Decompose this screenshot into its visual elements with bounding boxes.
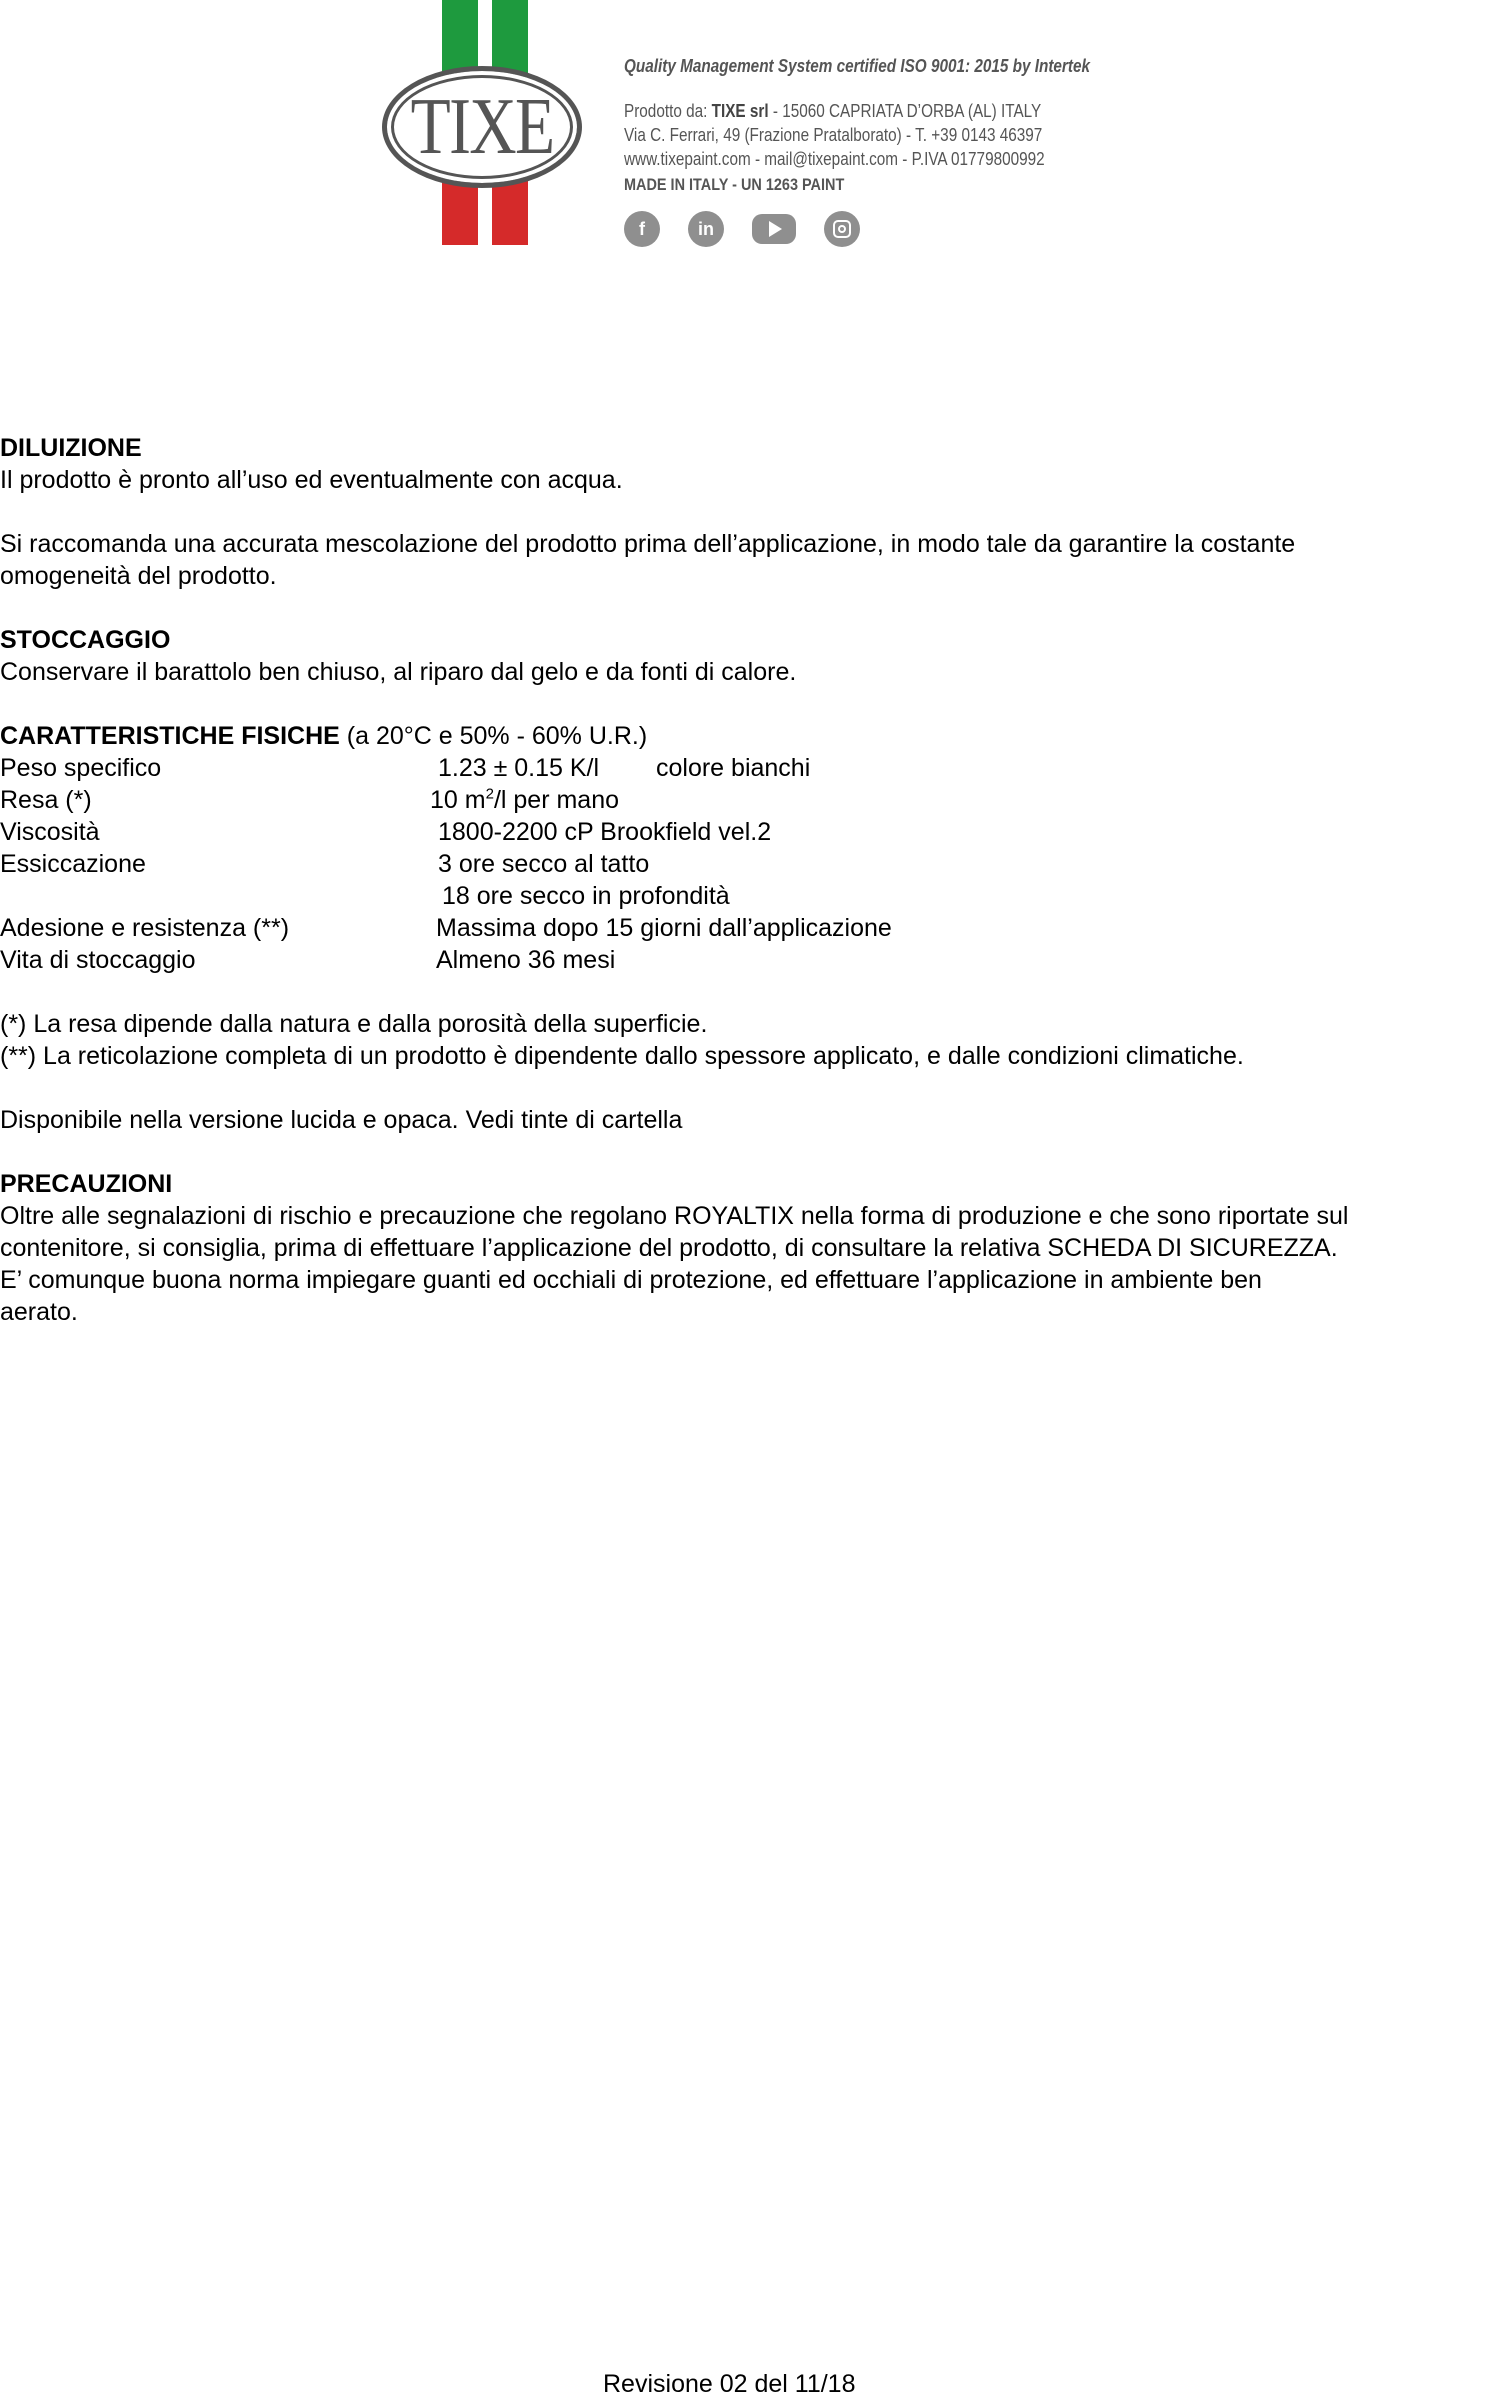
mixing-text-cont: omogeneità del prodotto.	[0, 562, 277, 590]
property-label: Resa (*)	[0, 786, 92, 814]
section-title-precauzioni: PRECAUZIONI	[0, 1170, 173, 1198]
property-value: 3 ore secco al tatto	[438, 850, 650, 878]
precauzioni-text: Oltre alle segnalazioni di rischio e precauzione che regolano ROYALTIX nella forma di produzione e che sono riportate sul	[0, 1202, 1349, 1230]
logo-oval	[382, 66, 582, 188]
property-value: 1800-2200 cP Brookfield vel.2	[438, 818, 772, 846]
precauzioni-text: E’ comunque buona norma impiegare guanti ed occhiali di protezione, ed effettuare l’applicazione in ambiente ben	[0, 1266, 1262, 1294]
property-value: 1.23 ± 0.15 K/l	[438, 754, 600, 782]
property-row	[0, 816, 1490, 848]
certification-line: Quality Management System certified ISO 9001: 2015 by Intertek	[624, 56, 1090, 76]
property-row	[0, 944, 1490, 976]
property-row	[0, 784, 1490, 816]
property-label: Peso specifico	[0, 754, 162, 782]
producer-name: TIXE srl	[711, 101, 769, 121]
footnote-reticolazione: (**) La reticolazione completa di un prodotto è dipendente dallo spessore applicato, e dalle condizioni climatiche.	[0, 1042, 1244, 1070]
property-label: Vita di stoccaggio	[0, 946, 196, 974]
property-value: 10 $m^2/l$ per mano	[430, 785, 619, 814]
property-row	[0, 912, 1490, 944]
tixe-logo	[380, 0, 590, 250]
availability-text: Disponibile nella versione lucida e opaca. Vedi tinte di cartella	[0, 1106, 683, 1134]
precauzioni-text: aerato.	[0, 1298, 78, 1326]
property-extra: colore bianchi	[656, 754, 811, 782]
property-value: 18 ore secco in profondità	[442, 882, 730, 910]
document-body	[0, 432, 1490, 1328]
instagram-icon[interactable]	[824, 211, 860, 247]
company-info	[624, 56, 1184, 195]
section-title-diluizione: DILUIZIONE	[0, 434, 142, 462]
address-line: Via C. Ferrari, 49 (Frazione Pratalborato) - T. +39 0143 46397	[624, 125, 1043, 145]
social-links	[624, 211, 860, 247]
section-title-stoccaggio: STOCCAGGIO	[0, 626, 171, 654]
producer-line: Prodotto da: TIXE srl - 15060 CAPRIATA D’ORBA (AL) ITALY	[624, 101, 1042, 121]
property-value: Massima dopo 15 giorni dall’applicazione	[436, 914, 892, 942]
footnote-resa: (*) La resa dipende dalla natura e dalla porosità della superficie.	[0, 1010, 708, 1038]
linkedin-icon[interactable]: in	[688, 211, 724, 247]
property-row	[0, 752, 1490, 784]
property-value: Almeno 36 mesi	[436, 946, 616, 974]
made-in-italy-line: MADE IN ITALY - UN 1263 PAINT	[624, 175, 845, 194]
section-title-caratteristiche: CARATTERISTICHE FISICHE (a 20°C e 50% - 60% U.R.)	[0, 722, 648, 750]
property-label: Adesione e resistenza (**)	[0, 914, 290, 942]
logo-text: TIXE	[410, 83, 554, 171]
page-footer-revision: Revisione 02 del 11/18	[603, 2370, 856, 2398]
mixing-text: Si raccomanda una accurata mescolazione del prodotto prima dell’applicazione, in modo tale da garantire la costante	[0, 530, 1296, 558]
letterhead	[0, 0, 1490, 260]
property-row	[0, 880, 1490, 912]
diluizione-text: Il prodotto è pronto all’uso ed eventualmente con acqua.	[0, 466, 623, 494]
web-line: www.tixepaint.com - mail@tixepaint.com - P.IVA 01779800992	[624, 149, 1045, 169]
property-row	[0, 848, 1490, 880]
precauzioni-text: contenitore, si consiglia, prima di effettuare l’applicazione del prodotto, di consultare la relativa SCHEDA DI SICUREZZA.	[0, 1234, 1338, 1262]
property-label: Viscosità	[0, 818, 100, 846]
physical-properties-table	[0, 752, 1490, 976]
youtube-icon[interactable]	[752, 214, 796, 244]
property-label: Essiccazione	[0, 850, 146, 878]
facebook-icon[interactable]: f	[624, 211, 660, 247]
stoccaggio-text: Conservare il barattolo ben chiuso, al riparo dal gelo e da fonti di calore.	[0, 658, 797, 686]
conditions: (a 20°C e 50% - 60% U.R.)	[339, 722, 648, 750]
